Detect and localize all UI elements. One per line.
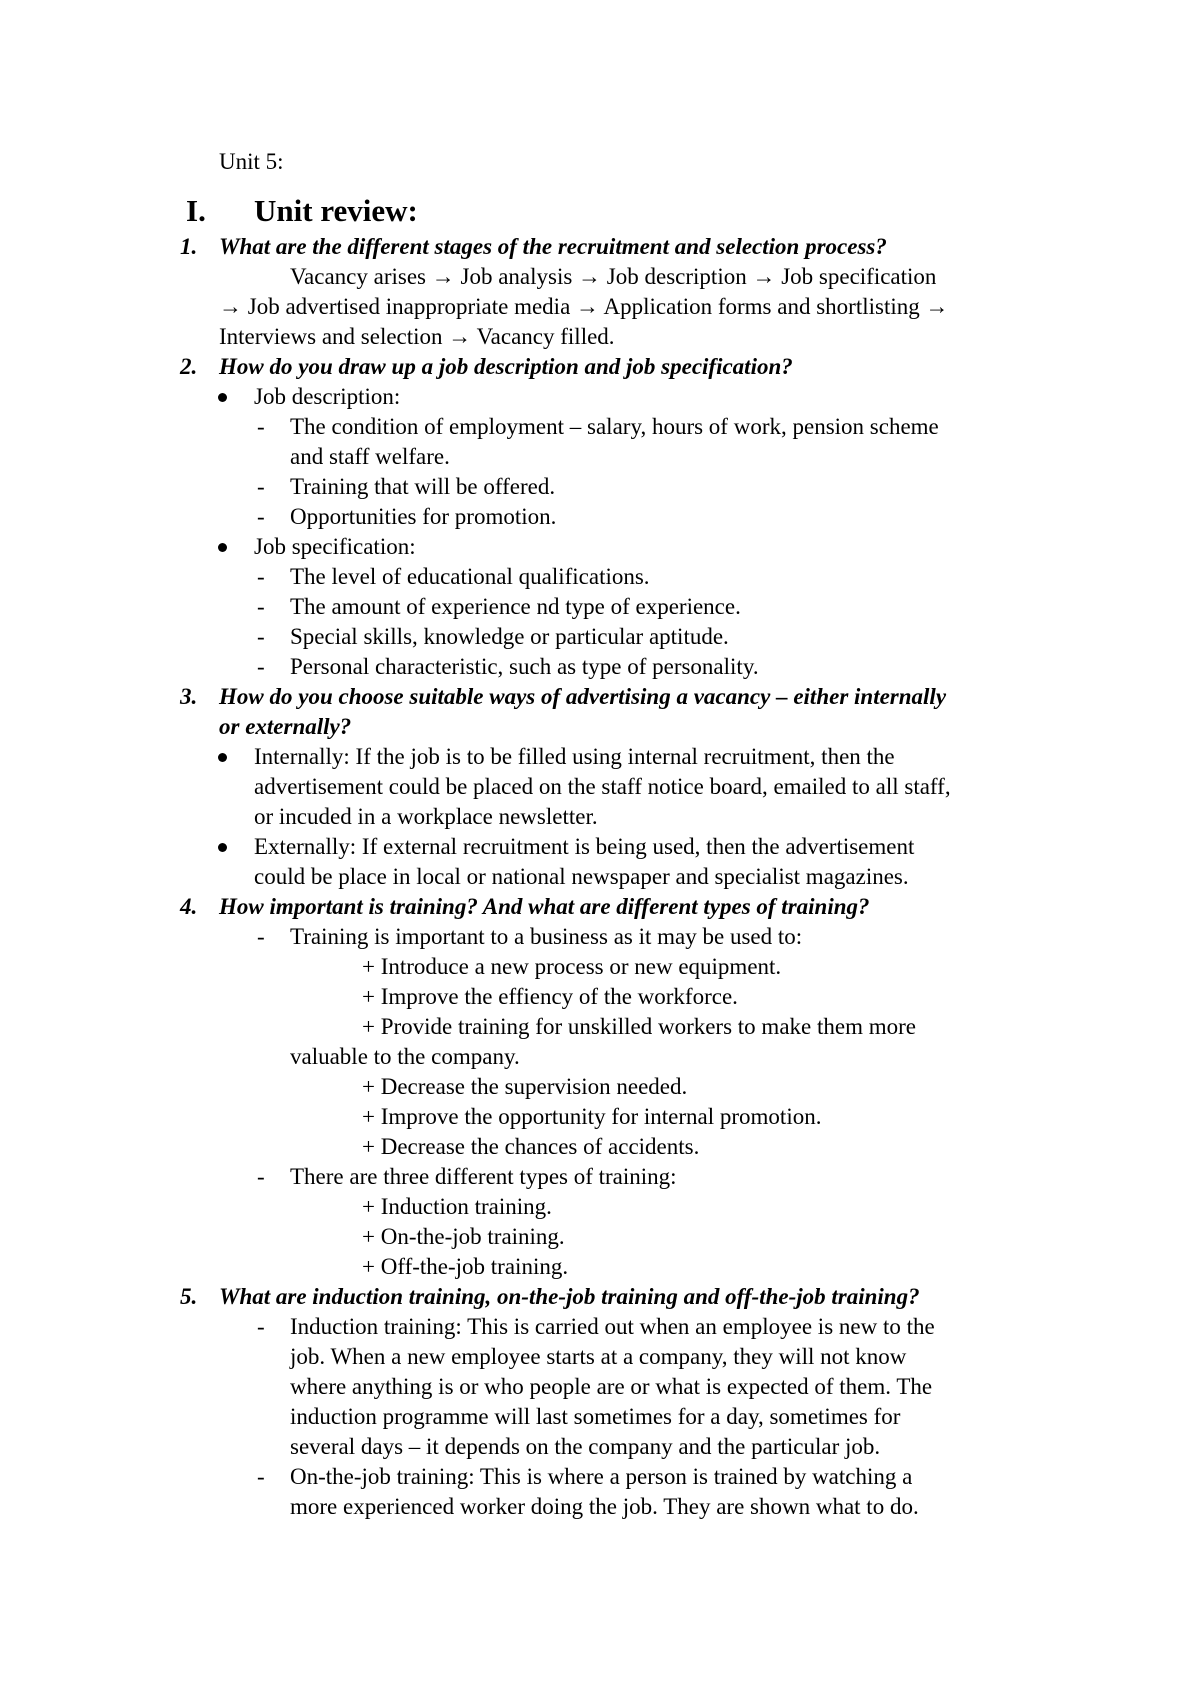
dash-icon: - [257,594,265,619]
list-item: where anything is or who people are or what is expected of them. The [290,1374,933,1399]
dash-icon: - [257,504,265,529]
process-line: Interviews and selection → Vacancy filled. [219,324,615,349]
bullet-icon [218,753,227,762]
question-heading: How important is training? And what are different types of training? [219,894,870,919]
dash-icon: - [257,474,265,499]
list-item: Special skills, knowledge or particular aptitude. [290,624,729,649]
dash-icon: - [257,564,265,589]
sub-item: + Induction training. [362,1194,552,1219]
question-number: 3. [180,684,198,709]
sub-item: + Introduce a new process or new equipment. [362,954,782,979]
dash-icon: - [257,654,265,679]
bullet-text: Internally: If the job is to be filled using internal recruitment, then the [254,744,895,769]
bullet-text: could be place in local or national newspaper and specialist magazines. [254,864,909,889]
list-item: The condition of employment – salary, hours of work, pension scheme [290,414,939,439]
unit-label: Unit 5: [219,149,284,174]
question-heading: How do you choose suitable ways of advertising a vacancy – either internally [219,684,947,709]
list-item: more experienced worker doing the job. They are shown what to do. [290,1494,919,1519]
list-item: There are three different types of training: [290,1164,677,1189]
list-item: Training is important to a business as it may be used to: [290,924,803,949]
section-number: I. [186,193,206,228]
sub-item: + On-the-job training. [362,1224,565,1249]
question-heading: How do you draw up a job description and job specification? [219,354,793,379]
dash-icon: - [257,1164,265,1189]
bullet-text: Job description: [254,384,401,409]
list-item: several days – it depends on the company and the particular job. [290,1434,881,1459]
dash-icon: - [257,924,265,949]
list-item: Training that will be offered. [290,474,556,499]
list-item: and staff welfare. [290,444,450,469]
question-number: 5. [180,1284,198,1309]
bullet-icon [218,393,227,402]
sub-item: + Improve the effiency of the workforce. [362,984,738,1009]
process-line: → Job advertised inappropriate media → Application forms and shortlisting → [219,294,949,319]
dash-icon: - [257,624,265,649]
question-number: 2. [180,354,198,379]
question-heading: What are the different stages of the recruitment and selection process? [219,234,887,259]
section-title: Unit review: [254,193,418,228]
sub-item: valuable to the company. [290,1044,520,1069]
question-number: 1. [180,234,198,259]
list-item: job. When a new employee starts at a company, they will not know [290,1344,907,1369]
bullet-text: advertisement could be placed on the staff notice board, emailed to all staff, [254,774,951,799]
bullet-text: or incuded in a workplace newsletter. [254,804,598,829]
list-item: Induction training: This is carried out when an employee is new to the [290,1314,935,1339]
question-number: 4. [180,894,198,919]
bullet-icon [218,543,227,552]
bullet-text: Externally: If external recruitment is being used, then the advertisement [254,834,915,859]
sub-item: + Improve the opportunity for internal promotion. [362,1104,822,1129]
list-item: The level of educational qualifications. [290,564,650,589]
list-item: Opportunities for promotion. [290,504,557,529]
bullet-icon [218,843,227,852]
sub-item: + Decrease the chances of accidents. [362,1134,700,1159]
dash-icon: - [257,1314,265,1339]
bullet-text: Job specification: [254,534,416,559]
list-item: The amount of experience nd type of experience. [290,594,741,619]
process-line: Vacancy arises → Job analysis → Job description → Job specification [290,264,937,289]
question-heading: or externally? [219,714,352,739]
list-item: On-the-job training: This is where a person is trained by watching a [290,1464,913,1489]
sub-item: + Provide training for unskilled workers to make them more [362,1014,916,1039]
sub-item: + Decrease the supervision needed. [362,1074,688,1099]
dash-icon: - [257,1464,265,1489]
question-heading: What are induction training, on-the-job training and off-the-job training? [219,1284,920,1309]
dash-icon: - [257,414,265,439]
list-item: induction programme will last sometimes for a day, sometimes for [290,1404,901,1429]
sub-item: + Off-the-job training. [362,1254,569,1279]
list-item: Personal characteristic, such as type of personality. [290,654,759,679]
